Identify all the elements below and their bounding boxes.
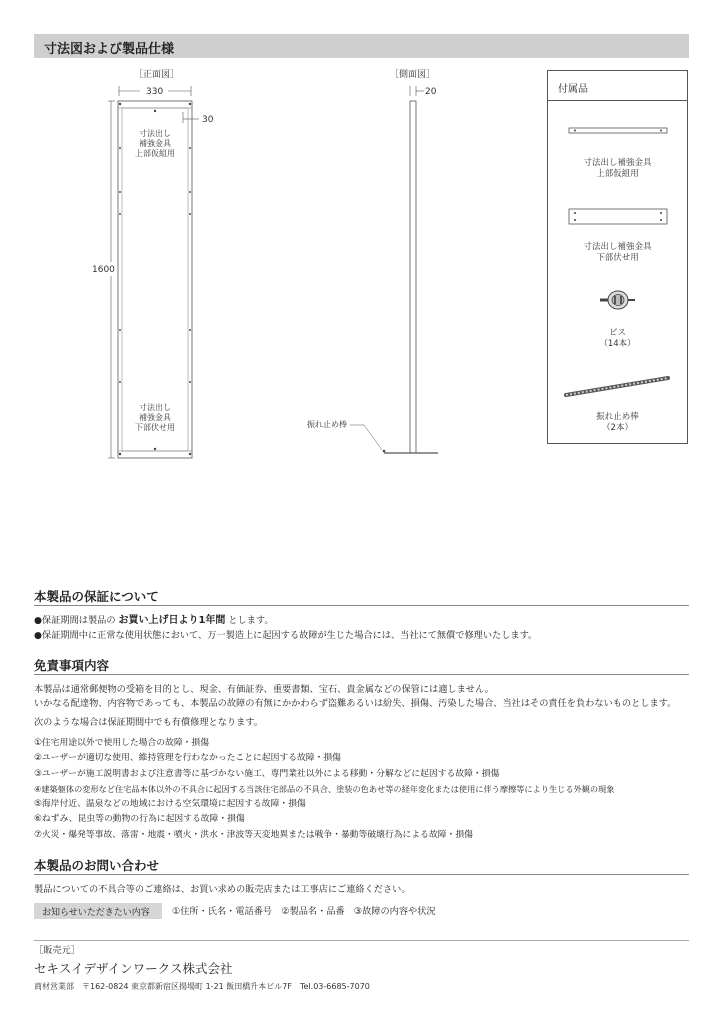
warranty-heading: 本製品の保証について	[34, 589, 159, 604]
accessories-box	[547, 70, 688, 444]
list-item: ⑤海岸付近、温泉などの地域における空気環境に起因する故障・損傷	[34, 799, 306, 810]
divider	[34, 940, 689, 941]
bottom-bracket-note: 寸法出し 補強金具 下部伏せ用	[135, 403, 175, 432]
seller-company: セキスイデザインワークス株式会社	[34, 961, 233, 976]
disclaimer-heading: 免責事項内容	[34, 658, 110, 673]
inquiry-heading: 本製品のお問い合わせ	[34, 858, 160, 873]
list-item: ①住宅用途以外で使用した場合の故障・損傷	[34, 738, 210, 748]
seller-label: ［販売元］	[34, 945, 80, 956]
screw-icon	[600, 291, 635, 309]
side-view-label: ［側面図］	[390, 70, 436, 80]
warranty-line-2: ●保証期間中に正常な使用状態において、万一製造上に起因する故障が生じた場合には、当社にて無償で修理いたします。	[34, 630, 538, 641]
front-depth-dim: 30	[202, 115, 214, 125]
page-title: 寸法図および製品仕様	[44, 42, 175, 57]
top-bracket-note: 寸法出し 補強金具 上部仮組用	[135, 129, 175, 158]
warranty-line-1: ●保証期間は製品の お買い上げ日より1年間 とします。	[34, 615, 274, 626]
inquiry-items: ①住所・氏名・電話番号 ②製品名・品番 ③故障の内容や状況	[172, 906, 436, 917]
accessory-item-1: 寸法出し補強金具 上部仮組用	[583, 158, 652, 179]
inquiry-text: 製品についての不具合等のご連絡は、お買い求めの販売店または工事店にご連絡ください。	[34, 884, 411, 895]
front-width-dim: 330	[146, 87, 164, 97]
side-width-dim: 20	[425, 87, 437, 97]
disclaimer-p2: いかなる配達物、内容物であっても、本製品の故障の有無にかかわらず盗難あるいは紛失、損傷、汚染した場合、当社はその責任を負わないものとします。	[34, 698, 677, 709]
rod-icon	[566, 378, 668, 395]
list-item: ③ユーザーが施工説明書および注意書等に基づかない施工、専門業社以外による移動・分解などに起因する故障・損傷	[34, 768, 500, 779]
accessory-item-4: 振れ止め棒 （2本）	[596, 412, 639, 433]
disclaimer-list	[34, 736, 614, 843]
seller-address: 商材営業部 〒162-0824 東京都新宿区揚場町 1-21 飯田橋升本ビル7F Tel.03-6685-7070	[34, 982, 370, 991]
inquiry-label-box	[34, 903, 162, 919]
bracket-bottom-icon	[569, 209, 667, 224]
bracket-top-icon	[569, 128, 667, 133]
divider	[34, 874, 689, 875]
accessory-item-2: 寸法出し補強金具 下部伏せ用	[583, 242, 652, 263]
front-view-label: ［正面図］	[134, 70, 180, 80]
stopper-rod-label: 振れ止め棒	[307, 420, 347, 429]
front-height-dim: 1600	[92, 265, 115, 275]
disclaimer-p3: 次のような場合は保証期間中でも有償修理となります。	[34, 717, 263, 728]
accessories-title: 付属品	[558, 84, 588, 95]
list-item: ⑥ねずみ、昆虫等の動物の行為に起因する故障・損傷	[34, 814, 245, 825]
divider	[34, 605, 689, 606]
accessory-item-3: ビス （14本）	[599, 328, 636, 349]
divider	[34, 674, 689, 675]
list-item: ④建築躯体の変形など住宅品本体以外の不具合に起因する当該住宅部品の不具合、塗装の色あせ等の経年変化または使用に伴う摩擦等により生じる外観の現象	[34, 783, 615, 794]
list-item: ⑦火災・爆発等事故、落雷・地震・噴火・洪水・津波等天変地異または戦争・暴動等破壊行為による故障・損傷	[34, 829, 473, 840]
dimension-drawing	[0, 0, 545, 470]
list-item: ②ユーザーが適切な使用、維持管理を行わなかったことに起因する故障・損傷	[34, 753, 341, 764]
inquiry-label: お知らせいただきたい内容	[42, 908, 150, 918]
disclaimer-p1: 本製品は通常郵便物の受箱を目的とし、現金、有価証券、重要書類、宝石、貴金属などの保管には適しません。	[34, 684, 494, 695]
